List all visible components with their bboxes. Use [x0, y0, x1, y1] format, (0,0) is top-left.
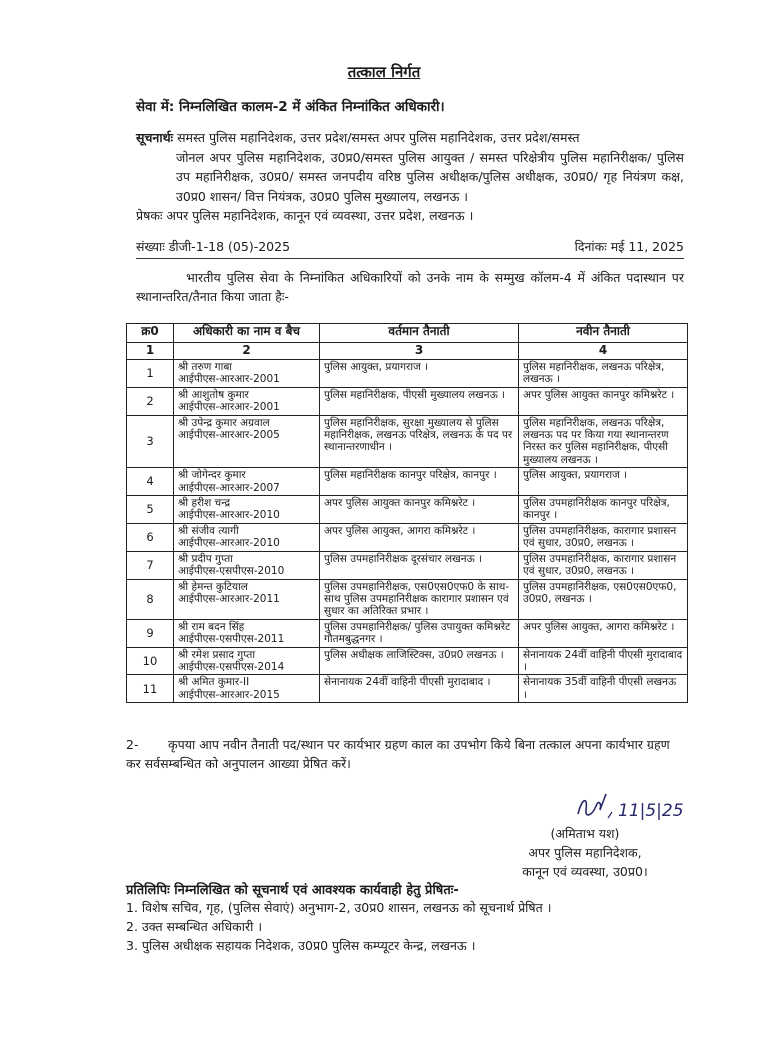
table-row — [127, 523, 688, 551]
table-row — [127, 387, 688, 415]
row-serial: 11 — [127, 675, 174, 703]
current-posting: पुलिस महानिरीक्षक, सुरक्षा मुख्यालय से पुलिस महानिरीक्षक, लखनऊ परिक्षेत्र, लखनऊ के पद पर स्थानान्तरणाधीन । — [320, 415, 519, 468]
table-row — [127, 579, 688, 619]
new-posting: पुलिस आयुक्त, प्रयागराज । — [519, 468, 688, 496]
new-posting: सेनानायक 35वीं वाहिनी पीएसी लखनऊ । — [519, 675, 688, 703]
copy-to-list — [126, 898, 684, 955]
row-serial: 2 — [127, 387, 174, 415]
signatory-designation-1: अपर पुलिस महानिदेशक, — [528, 845, 642, 860]
new-posting: पुलिस महानिरीक्षक, लखनऊ परिक्षेत्र, लखनऊ । — [519, 360, 688, 388]
copy-to-heading: प्रतिलिपिः निम्नलिखित को सूचनार्थ एवं आवश्यक कार्यवाही हेतु प्रेषितः- — [126, 883, 459, 898]
current-posting: पुलिस उपमहानिरीक्षक दूरसंचार लखनऊ । — [320, 551, 519, 579]
signatory-designation-2: कानून एवं व्यवस्था, उ0प्र0। — [522, 864, 648, 879]
new-posting: पुलिस उपमहानिरीक्षक कानपुर परिक्षेत्र, कानपुर । — [519, 496, 688, 524]
officer-batch: आईपीएस-आरआर-2015 — [178, 688, 280, 701]
new-posting: पुलिस उपमहानिरीक्षक, कारागार प्रशासन एवं सुधार, उ0प्र0, लखनऊ । — [519, 551, 688, 579]
table-row — [127, 647, 688, 675]
document-date: दिनांकः मई 11, 2025 — [574, 239, 684, 254]
reference-number: संख्याः डीजी-1-18 (05)-2025 — [136, 239, 291, 254]
officer-name: श्री संजीव त्यागी — [178, 524, 239, 537]
information-recipients — [136, 128, 684, 206]
officer-batch: आईपीएस-आरआर-2007 — [178, 481, 280, 494]
current-posting: पुलिस अधीक्षक लाजिस्टिक्स, उ0प्र0 लखनऊ । — [320, 647, 519, 675]
suchanarth-rest: जोनल अपर पुलिस महानिदेशक, उ0प्र0/समस्त पुलिस आयुक्त / समस्त परिक्षेत्रीय पुलिस महानिरीक्षक/ पुलिस उप महानिरीक्षक, उ0प्र0/ समस्त जनपदीय वरिष्ठ पुलिस अधीक्षक/पुलिस अधीक्षक, उ0प्र0/ गृह नियंत्रण कक्ष, उ0प्र0 शासन/ वित्त नियंत्रक, उ0प्र0 पुलिस मुख्यालय, लखनऊ । — [176, 149, 684, 204]
officer-batch: आईपीएस-आरआर-2010 — [178, 537, 280, 550]
col-number: 4 — [519, 343, 688, 360]
officer-batch: आईपीएस-आरआर-2010 — [178, 509, 280, 522]
col-header-officer: अधिकारी का नाम व बैच — [174, 324, 320, 343]
officer-cell — [174, 360, 320, 388]
new-posting: अपर पुलिस आयुक्त, आगरा कमिश्नरेट । — [519, 619, 688, 647]
officer-cell — [174, 415, 320, 468]
postings-table — [126, 323, 688, 703]
officer-batch: आईपीएस-एसपीएस-2010 — [178, 565, 285, 578]
row-serial: 8 — [127, 579, 174, 619]
col-number: 2 — [174, 343, 320, 360]
col-header-current: वर्तमान तैनाती — [320, 324, 519, 343]
row-serial: 10 — [127, 647, 174, 675]
document-title: तत्काल निर्गत — [347, 63, 421, 81]
officer-cell — [174, 387, 320, 415]
table-row — [127, 360, 688, 388]
officer-batch: आईपीएस-आरआर-2005 — [178, 429, 280, 442]
officer-cell — [174, 551, 320, 579]
officer-name: श्री उपेन्द्र कुमार अग्रवाल — [178, 416, 270, 429]
officer-cell — [174, 619, 320, 647]
officer-name: श्री राम बदन सिंह — [178, 620, 245, 633]
signatory-block — [500, 824, 670, 881]
new-posting: पुलिस महानिरीक्षक, लखनऊ परिक्षेत्र, लखनऊ पद पर किया गया स्थानान्तरण निरस्त कर पुलिस महानिरीक्षक, पीएसी मुख्यालय लखनऊ । — [519, 415, 688, 468]
new-posting: पुलिस उपमहानिरीक्षक, कारागार प्रशासन एवं सुधार, उ0प्र0, लखनऊ । — [519, 523, 688, 551]
addressee-line: सेवा में: निम्नलिखित कालम-2 में अंकित निम्नांकित अधिकारी। — [136, 99, 445, 115]
officer-name: श्री आशुतोष कुमार — [178, 388, 249, 401]
current-posting: पुलिस आयुक्त, प्रयागराज । — [320, 360, 519, 388]
table-row — [127, 468, 688, 496]
handwritten-signature — [572, 788, 692, 828]
officer-cell — [174, 468, 320, 496]
current-posting: पुलिस महानिरीक्षक कानपुर परिक्षेत्र, कानपुर । — [320, 468, 519, 496]
suchanarth-first-line: समस्त पुलिस महानिदेशक, उत्तर प्रदेश/समस्त अपर पुलिस महानिदेशक, उत्तर प्रदेश/समस्त — [177, 130, 580, 145]
officer-batch: आईपीएस-एसपीएस-2014 — [178, 660, 285, 673]
officer-name: श्री हरीश चन्द्र — [178, 497, 231, 510]
signature-date: 11|5|25 — [618, 801, 684, 821]
officer-cell — [174, 579, 320, 619]
current-posting: पुलिस उपमहानिरीक्षक, एस0एस0एफ0 के साथ-साथ पुलिस उपमहानिरीक्षक कारागार प्रशासन एवं सुधार का अतिरिक्त प्रभार । — [320, 579, 519, 619]
suchanarth-label: सूचनार्थः — [136, 130, 174, 145]
table-header-row — [127, 324, 688, 343]
table-body — [127, 360, 688, 703]
instruction-paragraph — [126, 735, 684, 773]
intro-paragraph: भारतीय पुलिस सेवा के निम्नांकित अधिकारियों को उनके नाम के सम्मुख कॉलम-4 में अंकित पदास्थान पर स्थानान्तरित/तैनात किया जाता हैः- — [136, 270, 684, 304]
col-header-sn: क्र0 — [127, 324, 174, 343]
col-number: 3 — [320, 343, 519, 360]
sender-line: प्रेषकः अपर पुलिस महानिदेशक, कानून एवं व्यवस्था, उत्तर प्रदेश, लखनऊ । — [136, 208, 474, 223]
row-serial: 1 — [127, 360, 174, 388]
new-posting: अपर पुलिस आयुक्त कानपुर कमिश्नरेट । — [519, 387, 688, 415]
table-row — [127, 619, 688, 647]
officer-cell — [174, 647, 320, 675]
current-posting: पुलिस उपमहानिरीक्षक/ पुलिस उपायुक्त कमिश्नरेट गौतमबुद्धनगर । — [320, 619, 519, 647]
officer-batch: आईपीएस-एसपीएस-2011 — [178, 633, 285, 646]
table-row — [127, 675, 688, 703]
officer-cell — [174, 496, 320, 524]
row-serial: 9 — [127, 619, 174, 647]
table-row — [127, 551, 688, 579]
row-serial: 7 — [127, 551, 174, 579]
signatory-name: (अमिताभ यश) — [550, 826, 620, 841]
copy-to-item: 1. विशेष सचिव, गृह, (पुलिस सेवाएं) अनुभाग-2, उ0प्र0 शासन, लखनऊ को सूचनार्थ प्रेषित । — [126, 900, 552, 915]
new-posting: पुलिस उपमहानिरीक्षक, एस0एस0एफ0, उ0प्र0, लखनऊ । — [519, 579, 688, 619]
copy-to-item: 3. पुलिस अधीक्षक सहायक निदेशक, उ0प्र0 पुलिस कम्प्यूटर केन्द्र, लखनऊ । — [126, 938, 476, 953]
instruction-text: कृपया आप नवीन तैनाती पद/स्थान पर कार्यभार ग्रहण काल का उपभोग किये बिना तत्काल अपना कार्यभार ग्रहण कर सर्वसम्बन्धित को अनुपालन आख्या प्रेषित करें। — [126, 737, 670, 771]
copy-to-item: 2. उक्त सम्बन्धित अधिकारी । — [126, 919, 263, 934]
current-posting: पुलिस महानिरीक्षक, पीएसी मुख्यालय लखनऊ । — [320, 387, 519, 415]
officer-name: श्री हेमन्त कुटियाल — [178, 580, 248, 593]
officer-name: श्री तरुण गाबा — [178, 361, 233, 373]
officer-name: श्री अमित कुमार-II — [178, 676, 250, 689]
officer-batch: आईपीएस-आरआर-2011 — [178, 592, 280, 605]
col-number: 1 — [127, 343, 174, 360]
current-posting: अपर पुलिस आयुक्त, आगरा कमिश्नरेट । — [320, 523, 519, 551]
officer-batch: आईपीएस-आरआर-2001 — [178, 373, 280, 386]
officer-name: श्री रमेश प्रसाद गुप्ता — [178, 648, 256, 661]
officer-cell — [174, 675, 320, 703]
officer-name: श्री जोगेन्दर कुमार — [178, 469, 246, 482]
col-header-new: नवीन तैनाती — [519, 324, 688, 343]
current-posting: सेनानायक 24वीं वाहिनी पीएसी मुरादाबाद । — [320, 675, 519, 703]
paragraph-number: 2- — [126, 737, 139, 752]
table-row — [127, 415, 688, 468]
row-serial: 5 — [127, 496, 174, 524]
column-number-row — [127, 343, 688, 360]
reference-row — [136, 238, 684, 259]
officer-name: श्री प्रदीप गुप्ता — [178, 552, 233, 565]
officer-cell — [174, 523, 320, 551]
row-serial: 3 — [127, 415, 174, 468]
new-posting: सेनानायक 24वीं वाहिनी पीएसी मुरादाबाद । — [519, 647, 688, 675]
table-row — [127, 496, 688, 524]
officer-batch: आईपीएस-आरआर-2001 — [178, 401, 280, 414]
current-posting: अपर पुलिस आयुक्त कानपुर कमिश्नरेट । — [320, 496, 519, 524]
row-serial: 6 — [127, 523, 174, 551]
row-serial: 4 — [127, 468, 174, 496]
